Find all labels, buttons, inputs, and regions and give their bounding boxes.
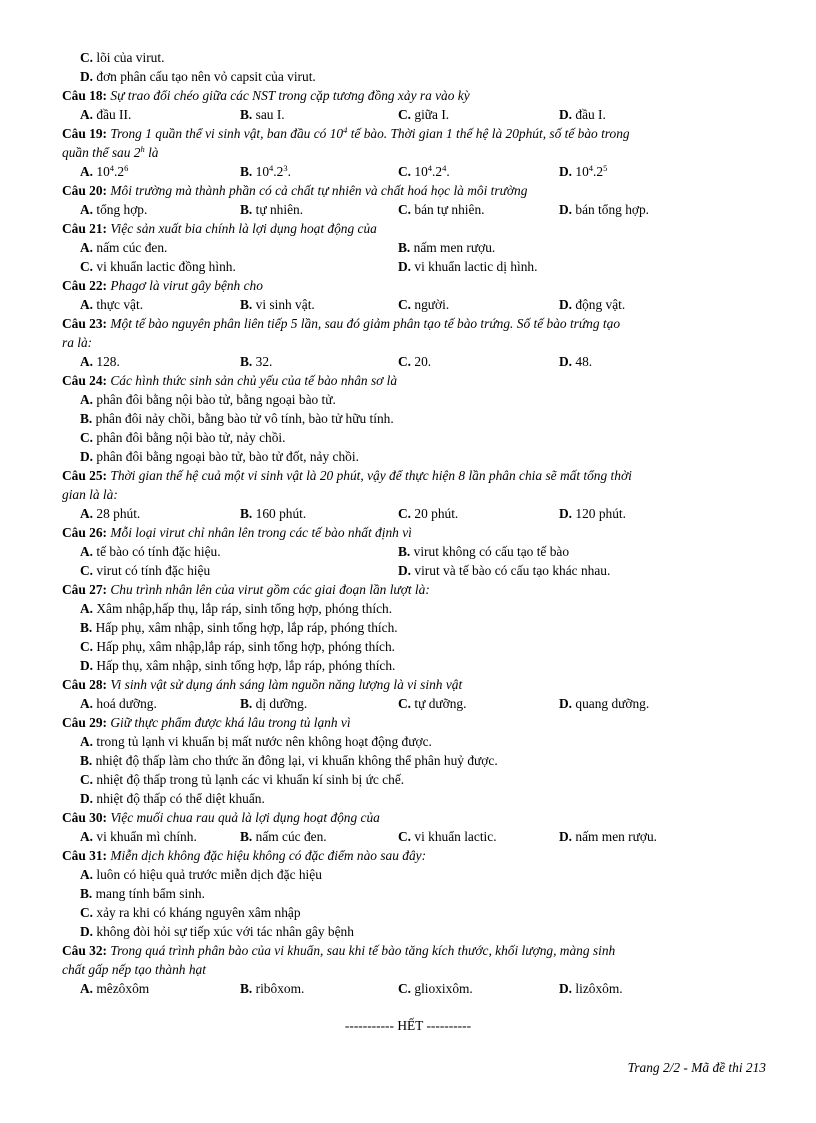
answer-option [559,200,649,219]
option-text: phân đôi nảy chồi, bằng bào tử vô tính, bào tử hữu tính. [92,411,394,426]
option-text: người. [411,297,450,312]
option-label: D. [559,164,573,179]
option-text: vi sinh vật. [252,297,315,312]
answer-option [80,637,395,656]
question-text: Việc muối chua rau quả là lợi dụng hoạt động của [110,810,380,825]
option-text: quang dưỡng. [572,696,650,711]
option-label: D. [559,981,573,996]
option-label: C. [80,639,94,654]
answer-option [80,903,301,922]
answer-option [240,504,306,523]
option-label: B. [240,696,253,711]
option-label: C. [398,981,412,996]
option-label: C. [80,430,94,445]
option-label: C. [398,202,412,217]
answer-option [398,561,610,580]
option-label: D. [559,829,573,844]
page-footer: Trang 2/2 - Mã đề thi 213 [627,1060,766,1075]
option-label: D. [80,69,94,84]
option-label: B. [80,411,93,426]
answer-option [80,352,120,371]
option-label: A. [80,601,94,616]
option-label: A. [80,392,94,407]
option-label: A. [80,981,94,996]
option-text: vi khuẩn lactic đồng hình. [93,259,236,274]
option-text: 48. [572,354,593,369]
answer-option [398,979,473,998]
option-label: B. [240,829,253,844]
question-number: Câu 21: [62,221,108,236]
option-text: $10^4.2^4$. [411,163,450,179]
option-text: đầu II. [93,107,132,122]
option-text: nấm cúc đen. [252,829,327,844]
option-label: D. [559,696,573,711]
option-text: xảy ra khi có kháng nguyên xâm nhập [93,905,301,920]
option-text: vi khuẩn lactic dị hình. [411,259,538,274]
answer-option [398,504,458,523]
option-label: C. [398,829,412,844]
question-stem [62,371,768,390]
option-text: Hấp thụ, xâm nhập, sinh tổng hợp, lắp ráp, phóng thích. [93,658,396,673]
question-text: Chu trình nhân lên của virut gồm các giai đoạn lần lượt là: [110,582,430,597]
option-label: C. [80,772,94,787]
answer-option [240,295,315,314]
answer-option [398,257,537,276]
answer-option [80,751,498,770]
option-text: nhiệt độ thấp trong tủ lạnh các vi khuẩn kí sinh bị ức chế. [93,772,405,787]
option-text: ribôxom. [252,981,305,996]
option-text: virut không có cấu tạo tế bào [410,544,570,559]
question-stem [62,219,768,238]
question-number: Câu 20: [62,183,108,198]
option-label: A. [80,734,94,749]
question-text: chất gấp nếp tạo thành hạt [62,962,206,977]
answer-option [559,295,625,314]
option-label: D. [559,354,573,369]
option-label: B. [398,240,411,255]
answer-option [80,561,210,580]
answer-option [80,599,392,618]
question-stem [62,580,768,599]
option-label: C. [80,905,94,920]
question-stem [62,333,768,352]
option-label: A. [80,354,94,369]
option-label: D. [398,563,412,578]
answer-option [240,979,304,998]
question-text: Thời gian thế hệ cuả một vi sinh vật là 20 phút, vậy để thực hiện 8 lần phân chia sẽ mất tổng thời [110,468,632,483]
answer-option [240,694,307,713]
answer-option [398,542,569,561]
option-text: 28 phút. [93,506,141,521]
option-label: B. [80,886,93,901]
option-text: $10^4.2^5$ [572,163,608,179]
question-number: Câu 19: [62,126,108,141]
answer-option [398,200,484,219]
answer-option [398,105,449,124]
option-text: bán tổng hợp. [572,202,650,217]
answer-option [559,352,592,371]
option-label: D. [80,658,94,673]
answer-option [559,694,649,713]
option-label: A. [80,240,94,255]
option-label: D. [559,107,573,122]
answer-option [80,922,354,941]
answer-option [80,865,322,884]
question-text: Miễn dịch không đặc hiệu không có đặc điểm nào sau đây: [110,848,427,863]
option-label: B. [240,506,253,521]
answer-option [80,105,131,124]
option-text: phân đôi bằng nội bào tử, bằng ngoại bào tử. [93,392,336,407]
option-label: B. [240,202,253,217]
option-label: C. [398,354,412,369]
option-text: tổng hợp. [93,202,148,217]
answer-option [80,884,205,903]
option-text: luôn có hiệu quả trước miễn dịch đặc hiệu [93,867,322,882]
question-text: Việc sản xuất bia chính là lợi dụng hoạt động của [110,221,377,236]
answer-option [80,48,164,67]
answer-option [240,352,272,371]
option-text: nhiệt độ thấp có thể diệt khuẩn. [93,791,265,806]
question-text: Các hình thức sinh sản chủ yếu của tế bào nhân sơ là [110,373,398,388]
question-text: Mỗi loại virut chỉ nhân lên trong các tế bào nhất định vì [110,525,412,540]
answer-option [240,105,285,124]
question-stem [62,941,768,960]
option-text: phân đôi bằng ngoại bào tử, bào tử đốt, nảy chồi. [93,449,359,464]
option-label: B. [240,164,253,179]
question-text: ra là: [62,335,93,350]
option-text: giữa I. [411,107,450,122]
option-text: 20. [411,354,432,369]
option-label: B. [240,981,253,996]
answer-option [80,295,143,314]
option-text: Xâm nhập,hấp thụ, lắp ráp, sinh tổng hợp, phóng thích. [93,601,393,616]
option-text: vi khuẩn mì chính. [93,829,197,844]
option-label: A. [80,829,94,844]
option-text: động vật. [572,297,626,312]
option-text: virut có tính đặc hiệu [93,563,211,578]
question-stem [62,808,768,827]
option-text: sau I. [252,107,285,122]
option-text: Hấp phụ, xâm nhập, sinh tổng hợp, lắp ráp, phóng thích. [92,620,398,635]
option-label: B. [398,544,411,559]
answer-option [80,789,265,808]
option-text: lizôxôm. [572,981,623,996]
question-stem [62,181,768,200]
option-text: $10^4.2^6$ [93,163,129,179]
question-stem [62,276,768,295]
option-label: A. [80,544,94,559]
answer-option [80,409,394,428]
answer-option [80,238,167,257]
option-text: tự dưỡng. [411,696,467,711]
answer-option [559,827,657,846]
option-text: đầu I. [572,107,606,122]
option-label: C. [80,259,94,274]
question-text: Trong 1 quần thể vi sinh vật, ban đầu có $10^4$ tế bào. Thời gian 1 thế hệ là 20phút, số tế bào trong [110,125,630,141]
option-text: hoá dưỡng. [93,696,157,711]
option-text: đơn phân cấu tạo nên vỏ capsit của virut. [93,69,316,84]
question-number: Câu 22: [62,278,108,293]
option-text: 20 phút. [411,506,459,521]
option-text: virut và tế bào có cấu tạo khác nhau. [411,563,611,578]
option-label: A. [80,107,94,122]
answer-option [240,162,291,181]
option-label: A. [80,202,94,217]
question-number: Câu 23: [62,316,108,331]
answer-option [398,162,450,181]
answer-option [398,295,449,314]
option-label: C. [80,563,94,578]
option-label: B. [240,107,253,122]
option-text: lõi của virut. [93,50,165,65]
question-stem [62,846,768,865]
question-text: quần thể sau 2$^h$ là [62,144,159,160]
answer-option [80,770,404,789]
option-text: bán tự nhiên. [411,202,485,217]
question-stem [62,713,768,732]
question-text: Vi sinh vật sử dụng ánh sáng làm nguồn năng lượng là vi sinh vật [110,677,463,692]
option-label: B. [80,753,93,768]
option-text: mêzôxôm [93,981,150,996]
option-label: A. [80,506,94,521]
option-text: 128. [93,354,120,369]
option-text: 120 phút. [572,506,626,521]
answer-option [80,428,286,447]
option-text: không đòi hỏi sự tiếp xúc với tác nhân gây bệnh [93,924,354,939]
option-label: C. [398,107,412,122]
answer-option [559,979,623,998]
option-label: D. [80,449,94,464]
option-text: phân đôi bằng nội bào tử, nảy chồi. [93,430,286,445]
question-text: Sự trao đổi chéo giữa các NST trong cặp tương đồng xảy ra vào kỳ [110,88,470,103]
option-label: D. [559,506,573,521]
answer-option [398,352,431,371]
answer-option [80,656,395,675]
question-text: Môi trường mà thành phần có cả chất tự nhiên và chất hoá học là môi trường [110,183,528,198]
question-number: Câu 29: [62,715,108,730]
answer-option [559,105,606,124]
option-label: C. [80,50,94,65]
option-label: B. [240,354,253,369]
question-text: Giữ thực phẩm được khá lâu trong tủ lạnh vì [110,715,351,730]
answer-option [398,827,497,846]
answer-option [240,200,303,219]
option-label: D. [80,924,94,939]
question-text: Trong quá trình phân bào của vi khuẩn, sau khi tế bào tăng kích thước, khối lượng, màng sinh [110,943,616,958]
answer-option [80,979,149,998]
question-text: Phagơ là virut gây bệnh cho [110,278,263,293]
option-text: glioxixôm. [411,981,473,996]
option-label: A. [80,164,94,179]
option-text: vi khuẩn lactic. [411,829,497,844]
question-number: Câu 24: [62,373,108,388]
answer-option [80,504,140,523]
question-number: Câu 27: [62,582,108,597]
answer-option [559,162,607,181]
question-stem [62,314,768,333]
option-text: thực vật. [93,297,144,312]
question-stem [62,523,768,542]
question-number: Câu 32: [62,943,108,958]
question-number: Câu 18: [62,88,108,103]
answer-option [80,162,128,181]
option-text: mang tính bẩm sinh. [92,886,205,901]
option-label: C. [398,164,412,179]
option-label: B. [80,620,93,635]
answer-option [80,542,221,561]
question-stem [62,466,768,485]
answer-option [80,447,359,466]
option-text: nấm men rượu. [410,240,496,255]
question-stem [62,675,768,694]
answer-option [80,827,197,846]
answer-option [80,694,157,713]
option-label: D. [398,259,412,274]
question-stem [62,960,768,979]
question-number: Câu 25: [62,468,108,483]
question-stem [62,86,768,105]
option-label: A. [80,867,94,882]
option-label: D. [559,297,573,312]
option-label: C. [398,696,412,711]
option-label: C. [398,506,412,521]
option-text: 32. [252,354,273,369]
answer-option [559,504,626,523]
question-number: Câu 30: [62,810,108,825]
option-label: D. [80,791,94,806]
answer-option [80,257,236,276]
answer-option [398,694,466,713]
option-text: 160 phút. [252,506,307,521]
question-number: Câu 28: [62,677,108,692]
question-text: gian là là: [62,487,118,502]
option-label: D. [559,202,573,217]
answer-option [80,200,147,219]
answer-option [80,390,336,409]
question-number: Câu 26: [62,525,108,540]
option-label: C. [398,297,412,312]
option-label: A. [80,696,94,711]
answer-option [398,238,495,257]
option-text: nấm men rượu. [572,829,658,844]
end-marker: ----------- HẾT ---------- [344,1018,472,1033]
answer-option [80,67,316,86]
option-label: B. [240,297,253,312]
option-text: nấm cúc đen. [93,240,168,255]
option-text: $10^4.2^3$. [252,163,291,179]
question-text: Một tế bào nguyên phân liên tiếp 5 lần, sau đó giảm phân tạo tế bào trứng. Số tế bào trứng tạo [110,316,621,331]
answer-option [80,732,432,751]
option-text: tự nhiên. [252,202,304,217]
question-stem [62,124,768,143]
question-number: Câu 31: [62,848,108,863]
answer-option [80,618,398,637]
option-text: Hấp phụ, xâm nhập,lắp ráp, sinh tổng hợp, phóng thích. [93,639,396,654]
option-text: tế bào có tính đặc hiệu. [93,544,221,559]
option-text: nhiệt độ thấp làm cho thức ăn đông lại, vi khuẩn không thể phân huỷ được. [92,753,498,768]
question-stem [62,485,768,504]
question-stem [62,143,768,162]
option-text: dị dưỡng. [252,696,308,711]
answer-option [240,827,327,846]
option-label: A. [80,297,94,312]
option-text: trong tủ lạnh vi khuẩn bị mất nước nên không hoạt động được. [93,734,432,749]
